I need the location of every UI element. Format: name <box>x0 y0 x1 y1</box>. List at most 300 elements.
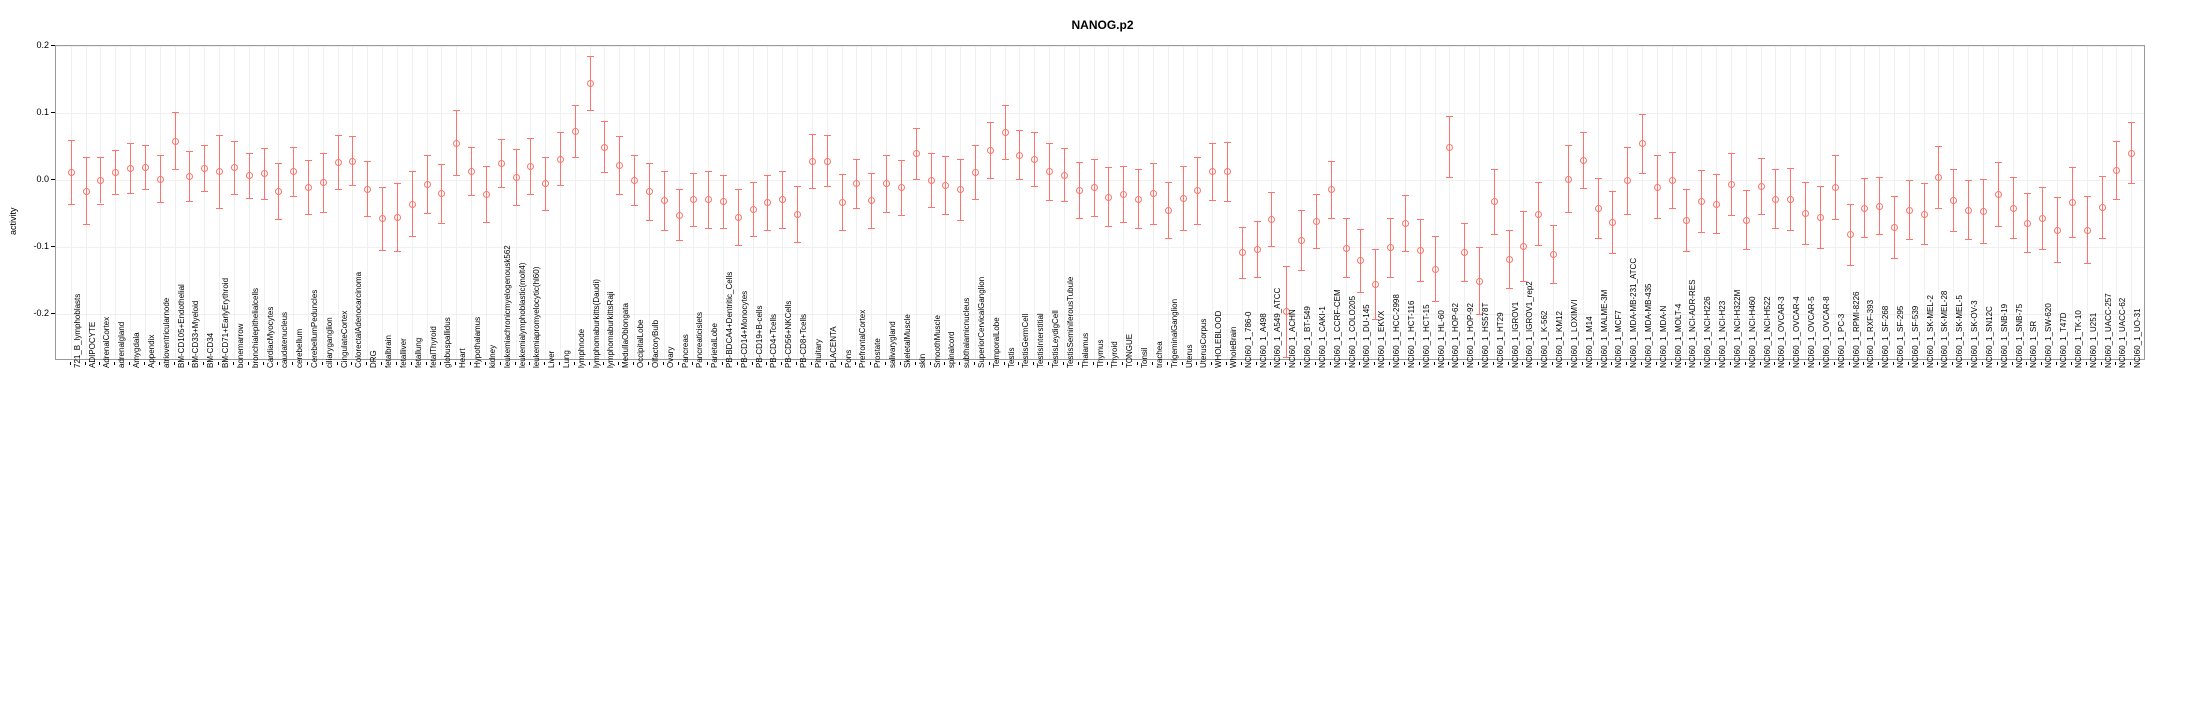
x-tick-label: globuspallidus <box>443 317 453 368</box>
x-tick-label: TestisInterstitial <box>1036 313 1046 368</box>
data-marker <box>142 164 149 171</box>
error-bar-cap-bottom <box>942 214 949 215</box>
x-tick-mark <box>159 362 160 365</box>
x-tick-mark <box>396 362 397 365</box>
x-tick-label: OccipitalLobe <box>636 319 646 368</box>
error-bar-cap-bottom <box>216 208 223 209</box>
x-tick-label: NCI60_1_UACC-62 <box>2118 297 2128 368</box>
x-tick-label: NCI60_1_NCI-ADR-RES <box>1688 279 1698 368</box>
data-marker <box>394 214 401 221</box>
data-marker <box>1669 177 1676 184</box>
x-tick-mark <box>574 362 575 365</box>
x-tick-mark <box>737 362 738 365</box>
data-marker <box>261 170 268 177</box>
data-marker <box>1461 249 1468 256</box>
error-bar-cap-top <box>720 175 727 176</box>
error-bar-cap-top <box>246 153 253 154</box>
error-bar-cap-bottom <box>1654 218 1661 219</box>
data-marker <box>1476 278 1483 285</box>
data-marker <box>1772 196 1779 203</box>
error-bar-cap-top <box>112 150 119 151</box>
data-marker <box>676 212 683 219</box>
x-tick-label: ciliaryganglion <box>324 317 334 368</box>
x-tick-label: NCI60_1_MCF7 <box>1614 310 1624 368</box>
x-tick-mark <box>1908 362 1909 365</box>
error-bar-cap-top <box>1506 230 1513 231</box>
error-bar-cap-bottom <box>1076 218 1083 219</box>
x-tick-label: NCI60_1_SF-295 <box>1896 305 1905 368</box>
data-marker <box>379 215 386 222</box>
error-bar-cap-top <box>1683 189 1690 190</box>
error-bar-cap-bottom <box>1728 215 1735 216</box>
data-marker <box>305 184 312 191</box>
error-bar-cap-bottom <box>379 250 386 251</box>
x-tick-mark <box>381 362 382 365</box>
x-tick-mark <box>351 362 352 365</box>
data-marker <box>1995 191 2002 198</box>
error-bar-cap-top <box>942 156 949 157</box>
x-tick-label: NCI60_1_RXF-393 <box>1866 299 1876 368</box>
data-marker <box>2099 204 2106 211</box>
error-bar-cap-top <box>1609 191 1616 192</box>
error-bar-cap-bottom <box>868 228 875 229</box>
error-bar-cap-top <box>1817 186 1824 187</box>
x-tick-label: Amygdala <box>132 332 142 368</box>
error-bar-cap-bottom <box>1758 214 1765 215</box>
error-bar-cap-top <box>261 148 268 149</box>
data-marker <box>690 196 697 203</box>
error-bar-cap-top <box>1402 195 1409 196</box>
x-tick-mark <box>1256 362 1257 365</box>
data-marker <box>2084 227 2091 234</box>
error-bar-cap-bottom <box>142 189 149 190</box>
data-marker <box>1921 211 1928 218</box>
x-tick-label: PB-CD8+Tcells <box>799 313 809 368</box>
error-bar-cap-top <box>572 105 579 106</box>
data-marker <box>1802 210 1809 217</box>
x-tick-mark <box>1671 362 1672 365</box>
x-tick-mark <box>1389 362 1390 365</box>
x-tick-label: NCI60_1_OVCAR-3 <box>1777 296 1787 368</box>
data-marker <box>542 180 549 187</box>
x-tick-label: Lung <box>561 350 571 368</box>
data-marker <box>1031 156 1038 163</box>
error-bar-cap-bottom <box>1209 200 1216 201</box>
error-bar-cap-top <box>2024 193 2031 194</box>
x-tick-mark <box>1107 362 1108 365</box>
x-tick-mark <box>455 362 456 365</box>
error-bar-cap-bottom <box>1861 237 1868 238</box>
x-tick-label: kidney <box>487 344 497 368</box>
error-bar-cap-bottom <box>1832 219 1839 220</box>
x-tick-label: Liver <box>547 350 557 368</box>
x-tick-label: DRG <box>369 350 379 368</box>
data-marker <box>1728 181 1735 188</box>
plot-area <box>55 45 2145 360</box>
x-tick-mark <box>1434 362 1435 365</box>
data-marker <box>779 196 786 203</box>
x-tick-mark <box>722 362 723 365</box>
error-bar-cap-top <box>1135 169 1142 170</box>
error-bar-cap-top <box>1520 211 1527 212</box>
error-bar-cap-bottom <box>2113 199 2120 200</box>
data-marker <box>1520 243 1527 250</box>
x-tick-label: NCI60_1_NCI-H522 <box>1762 296 1772 368</box>
error-bar-cap-bottom <box>572 157 579 158</box>
error-bar-cap-bottom <box>705 228 712 229</box>
x-tick-label: SmoothMuscle <box>932 315 942 368</box>
error-bar-cap-bottom <box>527 194 534 195</box>
error-bar-cap-top <box>379 187 386 188</box>
error-bar-cap-bottom <box>231 194 238 195</box>
error-bar-cap-top <box>928 153 935 154</box>
x-tick-label: TemporalLobe <box>991 317 1001 368</box>
x-tick-mark <box>1597 362 1598 365</box>
error-bar-cap-bottom <box>1091 216 1098 217</box>
x-tick-label: NCI60_1_SNB-19 <box>1999 303 2009 368</box>
data-marker <box>1861 205 1868 212</box>
data-marker <box>1639 140 1646 147</box>
error-bar-cap-top <box>216 135 223 136</box>
data-marker <box>2024 220 2031 227</box>
error-bar-cap-bottom <box>2069 237 2076 238</box>
error-bar-cap-bottom <box>1980 243 1987 244</box>
x-tick-label: salivarygland <box>888 321 898 368</box>
x-tick-mark <box>1018 362 1019 365</box>
data-marker <box>246 172 253 179</box>
error-bar-cap-top <box>601 121 608 122</box>
x-tick-mark <box>70 362 71 365</box>
x-tick-mark <box>959 362 960 365</box>
x-tick-label: PB-CD14+Monocytes <box>739 290 749 368</box>
x-tick-label: atrioventricularnode <box>161 297 171 368</box>
error-bar-cap-bottom <box>1268 246 1275 247</box>
error-bar-cap-top <box>1891 196 1898 197</box>
error-bar-cap-top <box>2054 197 2061 198</box>
x-tick-mark <box>1567 362 1568 365</box>
x-tick-label: PB-BDCA4+Dentritic_Cells <box>725 271 735 368</box>
x-tick-label: NCI60_1_HCT-15 <box>1421 304 1431 368</box>
error-bar-cap-bottom <box>513 205 520 206</box>
x-tick-mark <box>707 362 708 365</box>
x-tick-mark <box>1730 362 1731 365</box>
x-tick-mark <box>1952 362 1953 365</box>
error-bar-cap-top <box>1758 158 1765 159</box>
data-marker <box>1683 217 1690 224</box>
x-tick-label: ParietalLobe <box>710 323 720 368</box>
error-bar-cap-bottom <box>1180 230 1187 231</box>
data-marker <box>527 163 534 170</box>
data-marker <box>349 158 356 165</box>
x-tick-label: NCI60_1_UACC-257 <box>2103 293 2113 368</box>
data-marker <box>1595 205 1602 212</box>
x-tick-label: TestisSeminiferousTubule <box>1065 276 1075 368</box>
data-marker <box>853 180 860 187</box>
x-tick-label: PB-CD19+B-cells <box>754 305 764 368</box>
x-tick-label: TONGUE <box>1125 333 1135 368</box>
data-marker <box>1713 201 1720 208</box>
data-marker <box>1535 211 1542 218</box>
x-tick-mark <box>1789 362 1790 365</box>
error-bar-cap-top <box>1491 169 1498 170</box>
error-bar-cap-bottom <box>468 195 475 196</box>
error-bar-cap-bottom <box>928 207 935 208</box>
x-tick-label: bronchialepithelialcells <box>250 287 260 368</box>
x-tick-mark <box>1315 362 1316 365</box>
data-marker <box>2069 199 2076 206</box>
error-bar-cap-top <box>335 135 342 136</box>
x-tick-mark <box>2012 362 2013 365</box>
data-marker <box>1876 203 1883 210</box>
x-tick-mark <box>974 362 975 365</box>
x-tick-label: Tonsil <box>1140 347 1150 368</box>
error-bar-cap-bottom <box>246 198 253 199</box>
x-tick-label: BM-CD105+Endothelial <box>176 284 186 368</box>
error-bar-cap-top <box>1031 132 1038 133</box>
error-bar-cap-bottom <box>1624 214 1631 215</box>
x-tick-mark <box>277 362 278 365</box>
x-tick-label: caudatenucleus <box>280 311 290 368</box>
x-tick-mark <box>2041 362 2042 365</box>
x-tick-label: NCI60_1_OVCAR-5 <box>1807 296 1817 368</box>
x-tick-mark <box>2130 362 2131 365</box>
error-bar-cap-bottom <box>1432 301 1439 302</box>
x-tick-mark <box>1241 362 1242 365</box>
x-tick-label: NCI60_1_SK-MEL-2 <box>1925 295 1935 368</box>
data-marker <box>498 160 505 167</box>
data-marker <box>364 186 371 193</box>
data-marker <box>1580 157 1587 164</box>
x-tick-mark <box>1063 362 1064 365</box>
error-bar-cap-top <box>972 145 979 146</box>
error-bar-cap-top <box>1343 218 1350 219</box>
data-marker <box>735 214 742 221</box>
data-marker <box>1209 168 1216 175</box>
error-bar-cap-top <box>661 171 668 172</box>
data-marker <box>1550 251 1557 258</box>
error-bar-cap-bottom <box>1683 251 1690 252</box>
error-bar-cap-bottom <box>676 240 683 241</box>
error-bar-cap-top <box>987 122 994 123</box>
error-bar-cap-top <box>2128 122 2135 123</box>
x-tick-mark <box>900 362 901 365</box>
x-tick-mark <box>1359 362 1360 365</box>
error-bar-cap-top <box>1091 159 1098 160</box>
error-bar-cap-top <box>2010 177 2017 178</box>
error-bar-cap-top <box>305 160 312 161</box>
data-marker <box>587 80 594 87</box>
error-bar-cap-top <box>1580 132 1587 133</box>
error-bar-cap-top <box>1698 170 1705 171</box>
error-bar-cap-bottom <box>1387 277 1394 278</box>
error-bar-cap-top <box>1417 219 1424 220</box>
data-marker <box>1091 184 1098 191</box>
error-bar-cap-top <box>1669 152 1676 153</box>
error-bar-cap-bottom <box>1254 277 1261 278</box>
data-marker <box>1624 177 1631 184</box>
error-bar-cap-top <box>1254 221 1261 222</box>
x-tick-label: Prostate <box>873 338 883 368</box>
error-bar-cap-bottom <box>1787 230 1794 231</box>
error-bar-cap-bottom <box>1239 278 1246 279</box>
error-bar-cap-top <box>1550 225 1557 226</box>
error-bar-cap-bottom <box>735 245 742 246</box>
x-tick-label: UterusCorpus <box>1199 318 1209 368</box>
x-tick-mark <box>1715 362 1716 365</box>
data-marker <box>157 176 164 183</box>
data-marker <box>1506 256 1513 263</box>
x-tick-label: fetalliver <box>398 338 408 368</box>
x-tick-label: NCI60_1_IGROV1 <box>1510 301 1520 368</box>
x-tick-mark <box>144 362 145 365</box>
x-tick-mark <box>218 362 219 365</box>
x-tick-mark <box>99 362 100 365</box>
y-tick-label: 0.0 <box>36 174 49 185</box>
x-tick-label: NCI60_1_CCRF-CEM <box>1332 289 1342 368</box>
error-bar-cap-bottom <box>987 178 994 179</box>
error-bar-cap-bottom <box>631 205 638 206</box>
x-tick-label: NCI60_1_HL-60 <box>1436 310 1446 368</box>
x-tick-label: NCI60_1_OVCAR-4 <box>1792 296 1802 368</box>
x-tick-mark <box>1700 362 1701 365</box>
error-bar-cap-bottom <box>824 186 831 187</box>
x-tick-mark <box>811 362 812 365</box>
error-bar-cap-top <box>290 147 297 148</box>
error-bar-cap-bottom <box>764 230 771 231</box>
data-marker <box>409 201 416 208</box>
x-tick-label: PB-CD4+Tcells <box>769 313 779 368</box>
x-tick-mark <box>1745 362 1746 365</box>
error-bar-cap-top <box>1565 145 1572 146</box>
x-tick-mark <box>1300 362 1301 365</box>
error-bar-cap-bottom <box>424 213 431 214</box>
x-tick-mark <box>1937 362 1938 365</box>
x-tick-label: NCI60_1_LOXIMVI <box>1569 299 1579 368</box>
error-bar-cap-top <box>853 159 860 160</box>
error-bar-cap-bottom <box>1995 226 2002 227</box>
error-bar-cap-top <box>186 151 193 152</box>
error-bar-cap-top <box>1372 249 1379 250</box>
error-bar-cap-top <box>1432 236 1439 237</box>
x-tick-mark <box>337 362 338 365</box>
error-bar-cap-top <box>1268 192 1275 193</box>
error-bar-cap-bottom <box>1639 173 1646 174</box>
error-bar-cap-bottom <box>661 230 668 231</box>
x-tick-mark <box>1774 362 1775 365</box>
error-bar-cap-bottom <box>349 185 356 186</box>
x-tick-label: NCI60_1_SK-MEL-28 <box>1940 290 1950 368</box>
x-tick-label: Hypothalamus <box>473 316 483 368</box>
error-bar-cap-top <box>1283 266 1290 267</box>
y-tick-label: 0.1 <box>36 107 49 118</box>
error-bar-cap-top <box>2113 141 2120 142</box>
x-tick-label: spinalcord <box>947 331 957 368</box>
x-tick-mark <box>292 362 293 365</box>
error-bar-cap-top <box>320 153 327 154</box>
error-bar-cap-top <box>483 166 490 167</box>
error-bar-cap-bottom <box>1876 234 1883 235</box>
x-tick-mark <box>1448 362 1449 365</box>
x-tick-label: NCI60_1_PC-3 <box>1836 313 1846 368</box>
x-tick-mark <box>307 362 308 365</box>
x-tick-label: Uterus <box>1184 344 1194 368</box>
x-tick-label: subthalamicnucleus <box>962 297 972 368</box>
x-tick-mark <box>322 362 323 365</box>
x-tick-label: leukemiachronicmyelogenousk562 <box>502 245 512 368</box>
data-marker <box>483 191 490 198</box>
error-bar-cap-top <box>1194 157 1201 158</box>
x-tick-mark <box>692 362 693 365</box>
error-bar-cap-bottom <box>1061 201 1068 202</box>
y-tick-label: 0.2 <box>36 40 49 50</box>
data-marker <box>913 150 920 157</box>
error-bar-cap-bottom <box>1698 232 1705 233</box>
data-marker <box>898 184 905 191</box>
error-bar-cap-top <box>1950 169 1957 170</box>
data-marker <box>1417 247 1424 254</box>
x-tick-mark <box>989 362 990 365</box>
x-axis-labels <box>55 245 2145 712</box>
error-bar-cap-top <box>676 189 683 190</box>
error-bar-cap-bottom <box>1935 208 1942 209</box>
error-bar-cap-bottom <box>1506 288 1513 289</box>
x-tick-label: CardiacMyocytes <box>265 306 275 368</box>
error-bar-cap-top <box>1239 227 1246 228</box>
error-bar-cap-bottom <box>646 220 653 221</box>
x-tick-label: SkeletalMuscle <box>902 314 912 368</box>
x-tick-mark <box>1374 362 1375 365</box>
error-bar-cap-top <box>2084 196 2091 197</box>
x-tick-mark <box>1004 362 1005 365</box>
x-tick-mark <box>752 362 753 365</box>
x-tick-label: NCI60_1_M14 <box>1584 316 1594 368</box>
x-tick-label: Thalamus <box>1080 332 1090 368</box>
error-bar-cap-top <box>616 136 623 137</box>
x-tick-label: NCI60_1_CAKI-1 <box>1317 306 1327 368</box>
x-tick-label: Pituitary <box>813 339 823 368</box>
error-bar-cap-top <box>1313 194 1320 195</box>
x-tick-label: AdrenalCortex <box>102 316 112 368</box>
x-tick-mark <box>2101 362 2102 365</box>
error-bar-cap-bottom <box>2054 262 2061 263</box>
x-tick-mark <box>1285 362 1286 365</box>
error-bar-cap-bottom <box>83 224 90 225</box>
error-bar-cap-top <box>1357 229 1364 230</box>
error-bar-cap-bottom <box>1772 228 1779 229</box>
error-bar-cap-top <box>1935 146 1942 147</box>
x-tick-label: NCI60_1_SN12C <box>1984 306 1994 368</box>
error-bar-cap-bottom <box>498 187 505 188</box>
x-tick-label: NCI60_1_NCI-H322M <box>1732 289 1742 368</box>
error-bar-cap-top <box>1965 180 1972 181</box>
data-marker <box>97 177 104 184</box>
error-bar-cap-bottom <box>750 236 757 237</box>
error-bar-cap-bottom <box>853 208 860 209</box>
x-tick-mark <box>426 362 427 365</box>
error-bar-cap-top <box>779 171 786 172</box>
error-bar-cap-top <box>1876 177 1883 178</box>
x-tick-mark <box>1819 362 1820 365</box>
x-tick-mark <box>648 362 649 365</box>
error-bar-cap-bottom <box>1906 239 1913 240</box>
data-marker <box>883 180 890 187</box>
error-bar-cap-top <box>1224 142 1231 143</box>
error-bar-cap-top <box>468 147 475 148</box>
error-bar-cap-top <box>1980 179 1987 180</box>
data-marker <box>557 156 564 163</box>
error-bar-cap-bottom <box>1194 224 1201 225</box>
error-bar-cap-top <box>1150 163 1157 164</box>
